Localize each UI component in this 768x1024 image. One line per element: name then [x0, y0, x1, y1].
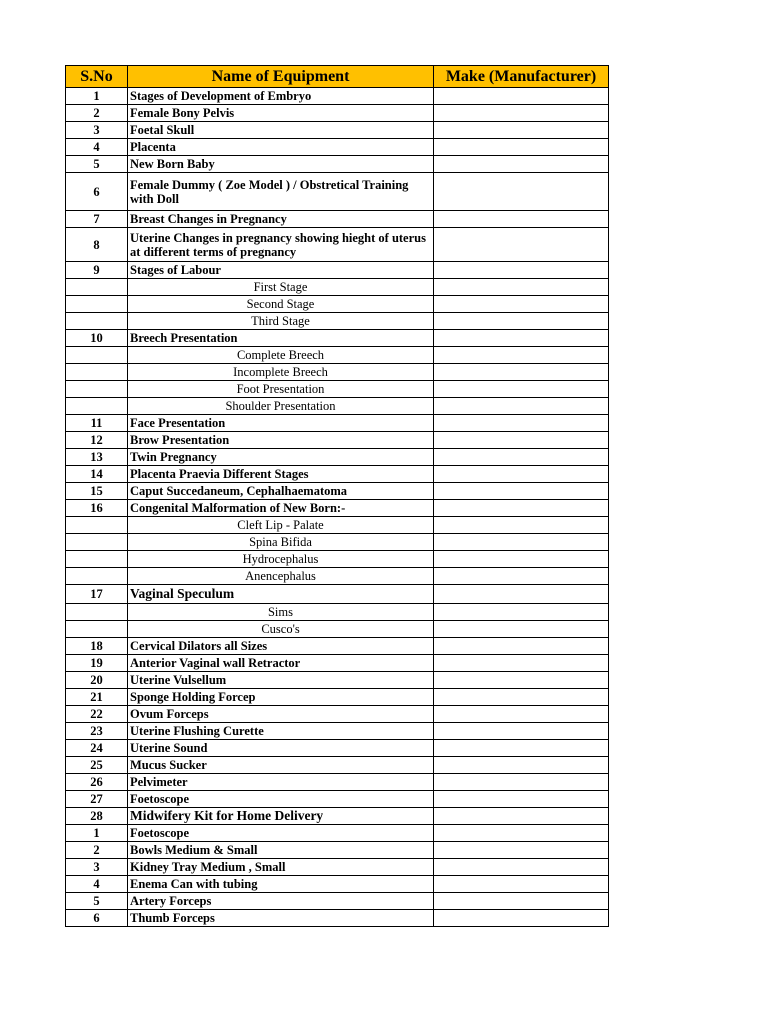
- table-row: [66, 500, 609, 517]
- table-row: [66, 791, 609, 808]
- make-cell[interactable]: [434, 910, 609, 927]
- equipment-name-cell[interactable]: Foot Presentation: [128, 381, 434, 398]
- make-cell[interactable]: [434, 517, 609, 534]
- make-cell[interactable]: [434, 876, 609, 893]
- sno-cell[interactable]: 10: [66, 330, 128, 347]
- table-row: [66, 534, 609, 551]
- table-row: [66, 364, 609, 381]
- sno-cell[interactable]: 21: [66, 689, 128, 706]
- make-cell[interactable]: [434, 551, 609, 568]
- table-row: [66, 672, 609, 689]
- make-cell[interactable]: [434, 723, 609, 740]
- equipment-name-cell[interactable]: Enema Can with tubing: [128, 876, 434, 893]
- sno-cell[interactable]: [66, 364, 128, 381]
- table-row: [66, 156, 609, 173]
- header-row: [66, 66, 609, 88]
- equipment-name-cell[interactable]: Female Bony Pelvis: [128, 105, 434, 122]
- equipment-name-cell[interactable]: Placenta Praevia Different Stages: [128, 466, 434, 483]
- make-cell[interactable]: [434, 621, 609, 638]
- equipment-table: [65, 65, 609, 927]
- make-cell[interactable]: [434, 262, 609, 279]
- equipment-name-cell[interactable]: Female Dummy ( Zoe Model ) / Obstretical Training with Doll: [128, 173, 434, 211]
- table-body: [66, 88, 609, 927]
- make-cell[interactable]: [434, 859, 609, 876]
- sno-cell[interactable]: 18: [66, 638, 128, 655]
- table-row: [66, 517, 609, 534]
- sno-cell[interactable]: 14: [66, 466, 128, 483]
- sno-cell[interactable]: [66, 568, 128, 585]
- make-cell[interactable]: [434, 791, 609, 808]
- equipment-name-cell[interactable]: Ovum Forceps: [128, 706, 434, 723]
- sno-cell[interactable]: 19: [66, 655, 128, 672]
- equipment-name-cell[interactable]: Cleft Lip - Palate: [128, 517, 434, 534]
- table-row: [66, 330, 609, 347]
- make-cell[interactable]: [434, 893, 609, 910]
- sno-cell[interactable]: 27: [66, 791, 128, 808]
- make-cell[interactable]: [434, 432, 609, 449]
- equipment-name-cell[interactable]: Anencephalus: [128, 568, 434, 585]
- make-cell[interactable]: [434, 122, 609, 139]
- equipment-name-cell[interactable]: Pelvimeter: [128, 774, 434, 791]
- table-row: [66, 381, 609, 398]
- table-row: [66, 122, 609, 139]
- make-cell[interactable]: [434, 211, 609, 228]
- table-row: [66, 105, 609, 122]
- table-row: [66, 262, 609, 279]
- make-cell[interactable]: [434, 173, 609, 211]
- table-row: [66, 893, 609, 910]
- equipment-name-cell[interactable]: Spina Bifida: [128, 534, 434, 551]
- make-cell[interactable]: [434, 415, 609, 432]
- sno-cell[interactable]: [66, 381, 128, 398]
- sno-cell[interactable]: 1: [66, 88, 128, 105]
- make-cell[interactable]: [434, 381, 609, 398]
- equipment-name-cell[interactable]: Uterine Vulsellum: [128, 672, 434, 689]
- sno-cell[interactable]: 12: [66, 432, 128, 449]
- table-row: [66, 398, 609, 415]
- sno-cell[interactable]: 20: [66, 672, 128, 689]
- sno-cell[interactable]: 6: [66, 173, 128, 211]
- sno-cell[interactable]: [66, 621, 128, 638]
- make-cell[interactable]: [434, 808, 609, 825]
- table-row: [66, 279, 609, 296]
- equipment-name-cell[interactable]: Uterine Changes in pregnancy showing hieght of uterus at different terms of pregnancy: [128, 228, 434, 262]
- table-row: [66, 825, 609, 842]
- sno-cell[interactable]: [66, 398, 128, 415]
- equipment-name-cell[interactable]: Incomplete Breech: [128, 364, 434, 381]
- table-row: [66, 347, 609, 364]
- equipment-name-cell[interactable]: Foetal Skull: [128, 122, 434, 139]
- sno-cell[interactable]: 23: [66, 723, 128, 740]
- make-cell[interactable]: [434, 483, 609, 500]
- table-row: [66, 585, 609, 604]
- equipment-name-cell[interactable]: Cusco's: [128, 621, 434, 638]
- sno-cell[interactable]: 15: [66, 483, 128, 500]
- table-row: [66, 859, 609, 876]
- equipment-name-cell[interactable]: Sponge Holding Forcep: [128, 689, 434, 706]
- table-row: [66, 228, 609, 262]
- sno-cell[interactable]: 9: [66, 262, 128, 279]
- make-cell[interactable]: [434, 364, 609, 381]
- equipment-name-cell[interactable]: Brow Presentation: [128, 432, 434, 449]
- make-cell[interactable]: [434, 228, 609, 262]
- sno-cell[interactable]: 11: [66, 415, 128, 432]
- make-cell[interactable]: [434, 842, 609, 859]
- equipment-name-cell[interactable]: Foetoscope: [128, 791, 434, 808]
- table-row: [66, 568, 609, 585]
- table-row: [66, 808, 609, 825]
- make-cell[interactable]: [434, 604, 609, 621]
- table-row: [66, 313, 609, 330]
- header-sno[interactable]: S.No: [66, 66, 128, 88]
- sno-cell[interactable]: 3: [66, 859, 128, 876]
- equipment-name-cell[interactable]: Uterine Flushing Curette: [128, 723, 434, 740]
- make-cell[interactable]: [434, 449, 609, 466]
- sno-cell[interactable]: 8: [66, 228, 128, 262]
- sno-cell[interactable]: 5: [66, 893, 128, 910]
- make-cell[interactable]: [434, 156, 609, 173]
- make-cell[interactable]: [434, 774, 609, 791]
- table-row: [66, 740, 609, 757]
- sno-cell[interactable]: [66, 279, 128, 296]
- table-row: [66, 638, 609, 655]
- sno-cell[interactable]: 26: [66, 774, 128, 791]
- make-cell[interactable]: [434, 534, 609, 551]
- table-row: [66, 296, 609, 313]
- sno-cell[interactable]: [66, 517, 128, 534]
- sno-cell[interactable]: 2: [66, 105, 128, 122]
- header-make-manufacturer[interactable]: Make (Manufacturer): [434, 66, 609, 88]
- make-cell[interactable]: [434, 672, 609, 689]
- table-row: [66, 706, 609, 723]
- equipment-name-cell[interactable]: New Born Baby: [128, 156, 434, 173]
- table-row: [66, 689, 609, 706]
- equipment-name-cell[interactable]: Twin Pregnancy: [128, 449, 434, 466]
- header-name-of-equipment[interactable]: Name of Equipment: [128, 66, 434, 88]
- table-row: [66, 88, 609, 105]
- make-cell[interactable]: [434, 757, 609, 774]
- equipment-name-cell[interactable]: Complete Breech: [128, 347, 434, 364]
- table-row: [66, 139, 609, 156]
- make-cell[interactable]: [434, 466, 609, 483]
- make-cell[interactable]: [434, 500, 609, 517]
- table-row: [66, 910, 609, 927]
- make-cell[interactable]: [434, 296, 609, 313]
- sno-cell[interactable]: 24: [66, 740, 128, 757]
- sno-cell[interactable]: 25: [66, 757, 128, 774]
- make-cell[interactable]: [434, 706, 609, 723]
- make-cell[interactable]: [434, 398, 609, 415]
- sno-cell[interactable]: 4: [66, 139, 128, 156]
- sno-cell[interactable]: 5: [66, 156, 128, 173]
- table-row: [66, 876, 609, 893]
- equipment-name-cell[interactable]: Foetoscope: [128, 825, 434, 842]
- table-row: [66, 551, 609, 568]
- equipment-name-cell[interactable]: Face Presentation: [128, 415, 434, 432]
- make-cell[interactable]: [434, 655, 609, 672]
- table-row: [66, 757, 609, 774]
- equipment-name-cell[interactable]: Stages of Development of Embryo: [128, 88, 434, 105]
- equipment-name-cell[interactable]: Anterior Vaginal wall Retractor: [128, 655, 434, 672]
- make-cell[interactable]: [434, 740, 609, 757]
- equipment-name-cell[interactable]: Third Stage: [128, 313, 434, 330]
- equipment-name-cell[interactable]: Second Stage: [128, 296, 434, 313]
- equipment-name-cell[interactable]: Cervical Dilators all Sizes: [128, 638, 434, 655]
- table-row: [66, 621, 609, 638]
- make-cell[interactable]: [434, 139, 609, 156]
- equipment-name-cell[interactable]: Breast Changes in Pregnancy: [128, 211, 434, 228]
- equipment-name-cell[interactable]: Midwifery Kit for Home Delivery: [128, 808, 434, 825]
- equipment-name-cell[interactable]: Congenital Malformation of New Born:-: [128, 500, 434, 517]
- make-cell[interactable]: [434, 279, 609, 296]
- table-row: [66, 415, 609, 432]
- sno-cell[interactable]: 2: [66, 842, 128, 859]
- sno-cell[interactable]: 7: [66, 211, 128, 228]
- sno-cell[interactable]: 6: [66, 910, 128, 927]
- make-cell[interactable]: [434, 689, 609, 706]
- make-cell[interactable]: [434, 347, 609, 364]
- sno-cell[interactable]: [66, 347, 128, 364]
- table-row: [66, 483, 609, 500]
- sno-cell[interactable]: 3: [66, 122, 128, 139]
- make-cell[interactable]: [434, 585, 609, 604]
- equipment-name-cell[interactable]: Breech Presentation: [128, 330, 434, 347]
- equipment-name-cell[interactable]: Placenta: [128, 139, 434, 156]
- table-row: [66, 432, 609, 449]
- make-cell[interactable]: [434, 638, 609, 655]
- sno-cell[interactable]: 17: [66, 585, 128, 604]
- make-cell[interactable]: [434, 568, 609, 585]
- equipment-name-cell[interactable]: Stages of Labour: [128, 262, 434, 279]
- equipment-name-cell[interactable]: Sims: [128, 604, 434, 621]
- sno-cell[interactable]: 13: [66, 449, 128, 466]
- table-row: [66, 211, 609, 228]
- equipment-name-cell[interactable]: Shoulder Presentation: [128, 398, 434, 415]
- sno-cell[interactable]: 28: [66, 808, 128, 825]
- equipment-name-cell[interactable]: Kidney Tray Medium , Small: [128, 859, 434, 876]
- sno-cell[interactable]: [66, 604, 128, 621]
- table-row: [66, 842, 609, 859]
- equipment-name-cell[interactable]: Uterine Sound: [128, 740, 434, 757]
- sno-cell[interactable]: [66, 313, 128, 330]
- equipment-name-cell[interactable]: Vaginal Speculum: [128, 585, 434, 604]
- sno-cell[interactable]: 16: [66, 500, 128, 517]
- equipment-name-cell[interactable]: Caput Succedaneum, Cephalhaematoma: [128, 483, 434, 500]
- sno-cell[interactable]: 22: [66, 706, 128, 723]
- equipment-name-cell[interactable]: Hydrocephalus: [128, 551, 434, 568]
- make-cell[interactable]: [434, 105, 609, 122]
- sno-cell[interactable]: [66, 296, 128, 313]
- table-row: [66, 449, 609, 466]
- equipment-name-cell[interactable]: Mucus Sucker: [128, 757, 434, 774]
- equipment-name-cell[interactable]: Artery Forceps: [128, 893, 434, 910]
- sno-cell[interactable]: 1: [66, 825, 128, 842]
- make-cell[interactable]: [434, 825, 609, 842]
- table-row: [66, 655, 609, 672]
- sno-cell[interactable]: [66, 551, 128, 568]
- make-cell[interactable]: [434, 313, 609, 330]
- sno-cell[interactable]: 4: [66, 876, 128, 893]
- table-row: [66, 723, 609, 740]
- table-row: [66, 173, 609, 211]
- make-cell[interactable]: [434, 330, 609, 347]
- make-cell[interactable]: [434, 88, 609, 105]
- table-row: [66, 604, 609, 621]
- sno-cell[interactable]: [66, 534, 128, 551]
- equipment-name-cell[interactable]: Bowls Medium & Small: [128, 842, 434, 859]
- equipment-name-cell[interactable]: Thumb Forceps: [128, 910, 434, 927]
- table-row: [66, 466, 609, 483]
- table-row: [66, 774, 609, 791]
- equipment-name-cell[interactable]: First Stage: [128, 279, 434, 296]
